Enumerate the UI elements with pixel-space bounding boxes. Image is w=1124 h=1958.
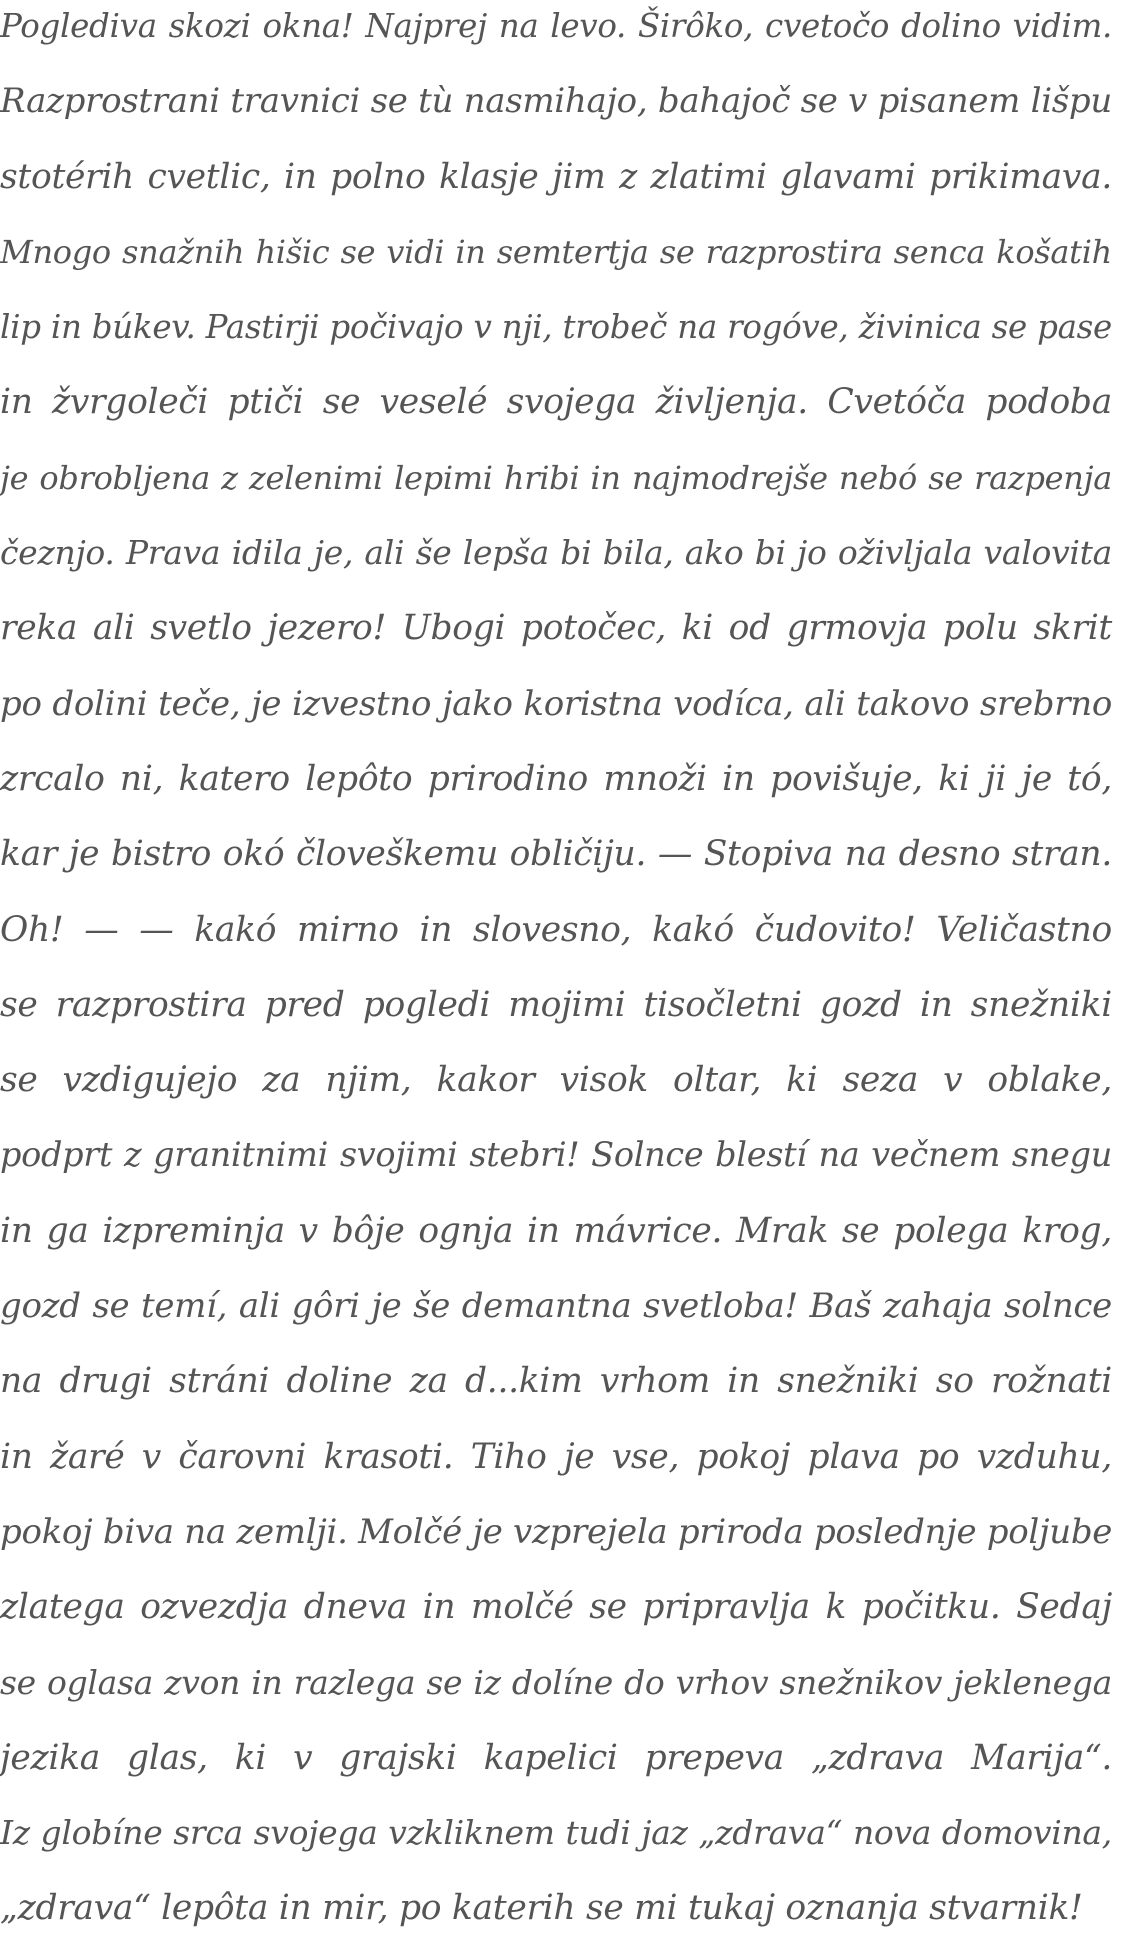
text-line: zlatega ozvezdja dneva in molčé se pripravlja k počitku. Sedaj bbox=[0, 1587, 1112, 1628]
text-line: podprt z granitnimi svojimi stebri! Solnce blestí na večnem snegu bbox=[0, 1135, 1112, 1175]
text-line: Razprostrani travnici se tù nasmihajo, bahajoč se v pisanem lišpu bbox=[0, 81, 1112, 122]
text-line: je obrobljena z zelenimi lepimi hribi in najmodrejše nebó se razpenja bbox=[0, 458, 1112, 497]
text-line: Oh! — — kakó mirno in slovesno, kakó čudovito! Veličastno bbox=[0, 909, 1112, 950]
text-line: kar je bistro okó človeškemu obličiju. — Stopiva na desno stran. bbox=[0, 834, 1112, 875]
text-line: na drugi stráni doline za d...kim vrhom in snežniki so rožnati bbox=[0, 1361, 1112, 1402]
text-line: gozd se temí, ali gôri je še demantna svetloba! Baš zahaja solnce bbox=[0, 1286, 1112, 1327]
text-line: Poglediva skozi okna! Najprej na levo. Širôko, cvetočo dolino vidim. bbox=[0, 7, 1112, 45]
text-line: pokoj biva na zemlji. Molčé je vzprejela priroda poslednje poljube bbox=[0, 1511, 1113, 1552]
text-line: se vzdigujejo za njim, kakor visok oltar, ki seza v oblake, bbox=[0, 1060, 1112, 1101]
text-line: in žaré v čarovni krasoti. Tiho je vse, pokoj plava po vzduhu, bbox=[0, 1436, 1112, 1477]
text-line: stotérih cvetlic, in polno klasje jim z zlatimi glavami prikimava. bbox=[0, 156, 1112, 197]
text-line: se oglasa zvon in razlega se iz dolíne do vrhov snežnikov jeklenega bbox=[0, 1662, 1112, 1702]
text-line: se razprostira pred pogledi mojimi tisočletni gozd in snežniki bbox=[0, 984, 1112, 1025]
text-line: reka ali svetlo jezero! Ubogi potočec, ki od grmovja polu skrit bbox=[0, 608, 1112, 649]
text-line: Mnogo snažnih hišic se vidi in semtertja se razprostira senca košatih bbox=[0, 232, 1112, 271]
text-line: čeznjo. Prava idila je, ali še lepša bi bila, ako bi jo oživljala valovita bbox=[0, 533, 1112, 573]
text-line: Iz globíne srca svojega vzkliknem tudi jaz „zdrava“ nova domovina, bbox=[0, 1813, 1112, 1853]
text-line: in ga izpreminja v bôje ognja in mávrice. Mrak se polega krog, bbox=[0, 1210, 1112, 1251]
text-line: in žvrgoleči ptiči se veselé svojega življenja. Cvetóča podoba bbox=[0, 382, 1112, 423]
text-line: lip in búkev. Pastirji počivajo v nji, trobeč na rogóve, živinica se pase bbox=[0, 308, 1112, 347]
text-line: jezika glas, ki v grajski kapelici prepeva „zdrava Marija“. bbox=[0, 1737, 1112, 1778]
text-line: zrcalo ni, katero lepôto prirodino množi in povišuje, ki ji je tó, bbox=[0, 758, 1112, 799]
text-line: „zdrava“ lepôta in mir, po katerih se mi tukaj oznanja stvarnik! bbox=[0, 1888, 1083, 1929]
text-line: po dolini teče, je izvestno jako koristna vodíca, ali takovo srebrno bbox=[0, 683, 1112, 724]
